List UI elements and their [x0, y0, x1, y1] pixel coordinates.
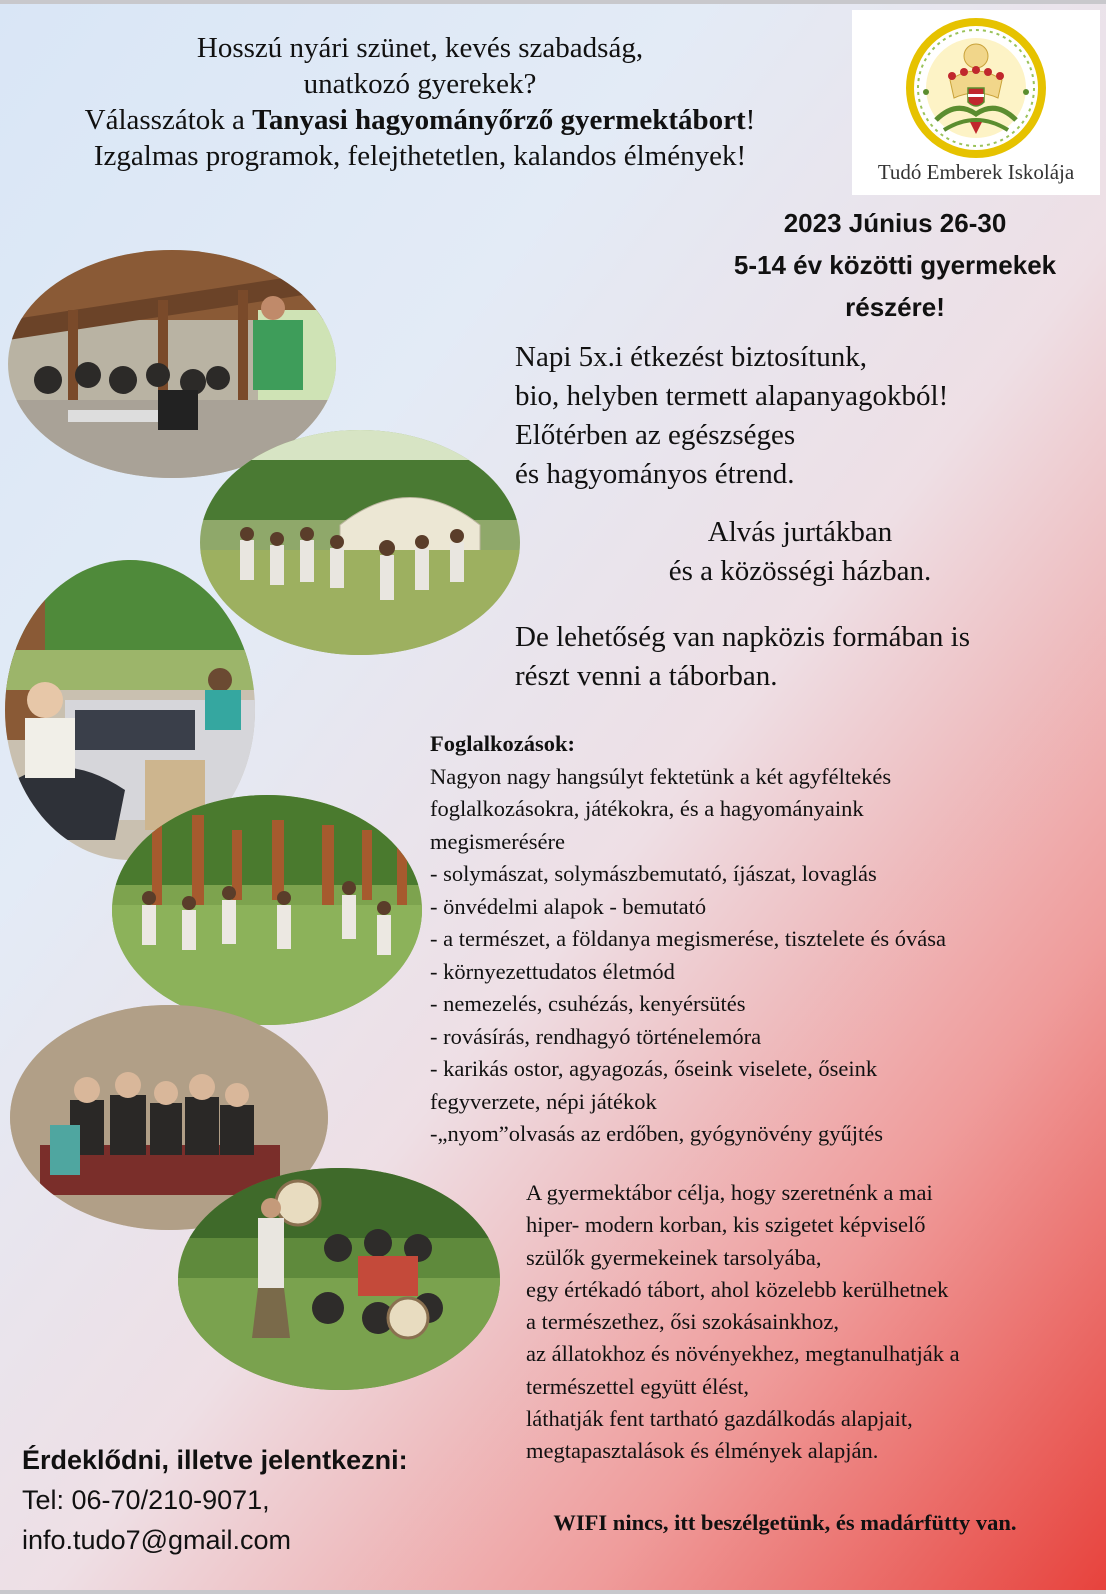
- event-age-line-2: részére!: [845, 292, 945, 322]
- intro-line-3-prefix: Válasszátok a: [84, 104, 253, 136]
- goal-line: A gyermektábor célja, hogy szeretnénk a mai: [526, 1180, 933, 1205]
- intro-text: [10, 30, 830, 174]
- daycamp-text: [515, 618, 1095, 696]
- bottom-border: [0, 1590, 1106, 1594]
- activity-item: -„nyom”olvasás az erdőben, gyógynövény gyűjtés: [430, 1121, 883, 1146]
- activity-item: - a természet, a földanya megismerése, tisztelete és óvása: [430, 926, 947, 951]
- goal-line: megtapasztalások és élmények alapján.: [526, 1438, 879, 1464]
- photo-drumming-circle: [178, 1168, 500, 1390]
- intro-line-1: Hosszú nyári szünet, kevés szabadság,: [196, 32, 644, 64]
- camp-name: Tanyasi hagyományőrző gyermektábort: [252, 104, 746, 136]
- goal-line: természettel együtt élést,: [526, 1373, 750, 1399]
- goal-line: egy értékadó tábort, ahol közelebb kerülhetnek: [526, 1276, 949, 1302]
- activity-item: fegyverzete, népi játékok: [430, 1088, 657, 1114]
- activity-item: - nemezelés, csuhézás, kenyérsütés: [430, 991, 746, 1016]
- intro-line-4: Izgalmas programok, felejthetetlen, kalandos élmények!: [93, 140, 747, 172]
- logo: [852, 10, 1100, 195]
- intro-line-3-suffix: !: [745, 104, 756, 136]
- wifi-note: WIFI nincs, itt beszélgetünk, és madárfütty van.: [553, 1510, 1017, 1535]
- activities-intro-line: foglalkozásokra, játékokra, és a hagyományaink: [430, 796, 864, 821]
- top-border: [0, 0, 1106, 4]
- goal-line: a természethez, ősi szokásainkhoz,: [526, 1309, 840, 1335]
- photo-circle-game-by-yurt: [200, 430, 520, 655]
- goal-line: hiper- modern korban, kis szigetet képviselő: [526, 1212, 926, 1238]
- event-age-line-1: 5-14 év közötti gyermekek: [733, 250, 1057, 280]
- contact-heading: Érdeklődni, illetve jelentkezni:: [22, 1445, 408, 1475]
- contact-email[interactable]: info.tudo7@gmail.com: [22, 1525, 292, 1555]
- daycamp-line: részt venni a táborban.: [515, 660, 778, 692]
- goal-line: az állatokhoz és növényekhez, megtanulhatják a: [526, 1341, 960, 1367]
- activities-heading: Foglalkozások:: [430, 731, 576, 756]
- meals-line: és hagyományos étrend.: [515, 458, 795, 490]
- activities-intro-line: Nagyon nagy hangsúlyt fektetünk a két agyféltekés: [430, 763, 892, 789]
- goal-line: láthatják fent tartható gazdálkodás alapjait,: [526, 1406, 913, 1432]
- meals-line: Előtérben az egészséges: [515, 419, 796, 451]
- intro-line-3: [10, 102, 830, 138]
- daycamp-line: De lehetőség van napközis formában is: [515, 621, 970, 653]
- activities-intro-line: megismerésére: [430, 828, 565, 854]
- activity-item: - rovásírás, rendhagyó történelemóra: [430, 1023, 762, 1049]
- activity-item: - önvédelmi alapok - bemutató: [430, 893, 707, 919]
- meals-line: bio, helyben termett alapanyagokból!: [515, 380, 949, 412]
- goal-line: szülők gyermekeinek tarsolyába,: [526, 1244, 822, 1270]
- goal-text: [526, 1177, 1096, 1468]
- contact-section: [22, 1440, 472, 1560]
- sleep-line: Alvás jurtákban: [707, 516, 893, 548]
- intro-line-2: unatkozó gyerekek?: [303, 68, 537, 100]
- meals-text: [515, 338, 1095, 494]
- sleep-line: és a közösségi házban.: [668, 555, 932, 587]
- activity-item: - környezettudatos életmód: [430, 958, 675, 984]
- school-logo-icon: [852, 10, 1100, 160]
- sleep-text: [590, 513, 1010, 591]
- meals-line: Napi 5x.i étkezést biztosítunk,: [515, 341, 867, 373]
- event-dates: 2023 Június 26-30: [783, 208, 1007, 238]
- logo-caption: Tudó Emberek Iskolája: [877, 160, 1075, 184]
- activities-section: [430, 728, 1100, 1151]
- contact-phone[interactable]: Tel: 06-70/210-9071,: [22, 1485, 270, 1515]
- photo-running-game-wooden-posts: [112, 795, 422, 1025]
- activity-item: - karikás ostor, agyagozás, őseink viselete, őseink: [430, 1056, 878, 1081]
- activity-item: - solymászat, solymászbemutató, íjászat, lovaglás: [430, 861, 877, 886]
- event-info: [690, 202, 1100, 328]
